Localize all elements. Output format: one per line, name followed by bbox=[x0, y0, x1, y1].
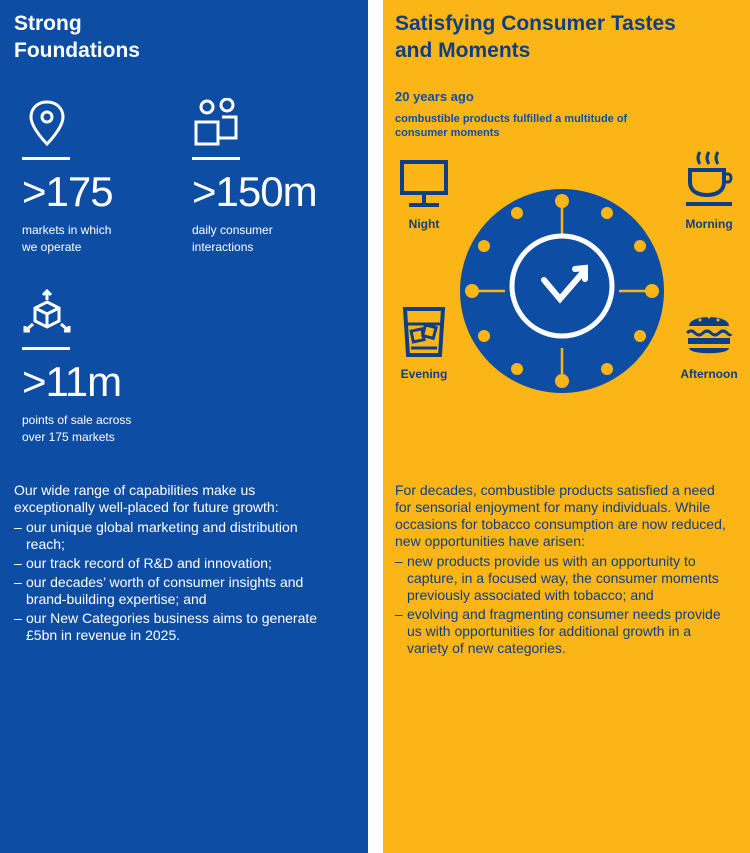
location-pin-icon bbox=[22, 98, 72, 148]
title-line-2: and Moments bbox=[395, 39, 531, 62]
moment-afternoon bbox=[673, 306, 745, 381]
stat-description: markets in which we operate bbox=[22, 223, 112, 254]
moment-night bbox=[397, 158, 451, 231]
stat-rule bbox=[22, 347, 70, 350]
stat-value: >150m bbox=[192, 168, 317, 215]
capabilities-list bbox=[14, 519, 334, 644]
monitor-icon bbox=[399, 158, 449, 208]
list-item: – new products provide us with an opportunity to capture, in a focused way, the consumer moments previously associated with tobacco; and bbox=[395, 553, 735, 604]
moment-label: Morning bbox=[685, 217, 733, 231]
people-icon bbox=[192, 98, 242, 148]
stat-interactions bbox=[192, 98, 317, 256]
stat-description: daily consumer interactions bbox=[192, 223, 273, 254]
list-item: – our New Categories business aims to generate £5bn in revenue in 2025. bbox=[14, 610, 334, 644]
list-item: – our decades’ worth of consumer insights and brand-building expertise; and bbox=[14, 574, 334, 608]
stat-value: >175 bbox=[22, 168, 113, 215]
sub-heading: 20 years ago bbox=[395, 89, 474, 104]
stat-value: >11m bbox=[22, 358, 122, 405]
capabilities-text bbox=[14, 482, 334, 646]
stat-points-of-sale bbox=[22, 288, 172, 446]
list-item: – our track record of R&D and innovation; bbox=[14, 555, 334, 572]
coffee-cup-icon bbox=[684, 150, 734, 208]
moment-label: Evening bbox=[400, 367, 448, 381]
moment-label: Afternoon bbox=[680, 367, 738, 381]
clock-diagram bbox=[457, 186, 667, 396]
list-item: – evolving and fragmenting consumer needs provide us with opportunities for additional growth in a variety of new categories. bbox=[395, 606, 735, 657]
list-item: – our unique global marketing and distribution reach; bbox=[14, 519, 334, 553]
clock-inner-ring bbox=[512, 236, 612, 336]
moment-morning bbox=[679, 150, 739, 231]
opportunities-list bbox=[395, 553, 735, 657]
sub-text: combustible products fulfilled a multitude of consumer moments bbox=[395, 113, 628, 139]
title-line-1: Strong bbox=[14, 12, 82, 35]
title-line-1: Satisfying Consumer Tastes bbox=[395, 12, 676, 35]
panel-title bbox=[395, 10, 676, 64]
stat-markets bbox=[22, 98, 142, 256]
stat-description: points of sale across over 175 markets bbox=[22, 413, 132, 444]
opportunities-text bbox=[395, 482, 735, 659]
moment-evening bbox=[397, 306, 451, 381]
distribution-cube-icon bbox=[22, 288, 72, 338]
strong-foundations-panel bbox=[0, 0, 368, 853]
opportunities-intro: For decades, combustible products satisfied a need for sensorial enjoyment for many individuals. While occasions for tobacco consumption are now reduced, new opportunities have arisen: bbox=[395, 482, 726, 549]
panel-title bbox=[14, 10, 140, 64]
glass-with-ice-icon bbox=[399, 306, 449, 358]
consumer-moments-panel bbox=[383, 0, 750, 853]
moment-label: Night bbox=[408, 217, 440, 231]
stat-rule bbox=[22, 157, 70, 160]
title-line-2: Foundations bbox=[14, 39, 140, 62]
capabilities-intro: Our wide range of capabilities make us exceptionally well-placed for future growth: bbox=[14, 482, 279, 515]
stat-rule bbox=[192, 157, 240, 160]
burger-icon bbox=[684, 306, 734, 358]
